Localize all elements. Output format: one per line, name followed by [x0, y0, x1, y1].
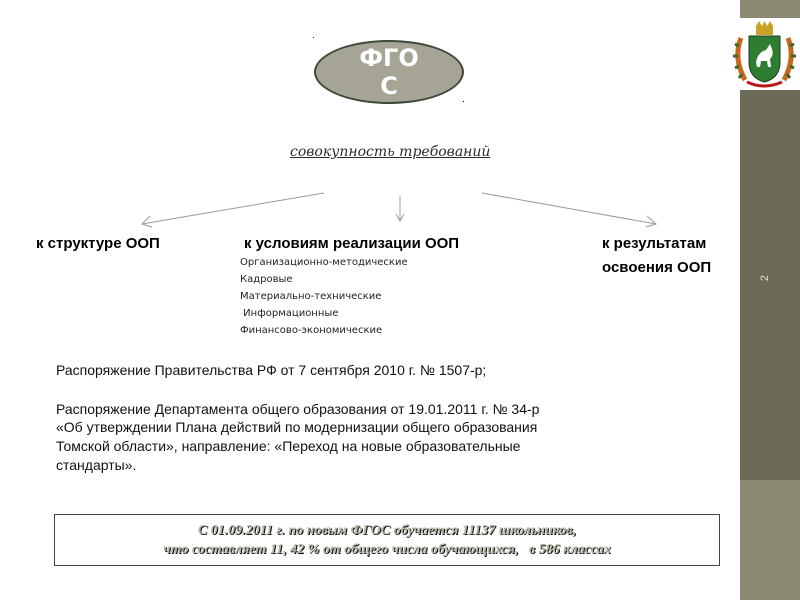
list-item: Финансово-экономические — [240, 325, 383, 336]
results-heading-line1: к результатам — [602, 235, 707, 252]
list-item: Организационно-методические — [240, 257, 408, 268]
dot-decoration: . — [312, 30, 315, 41]
statistics-line1: С 01.09.2011 г. по новым ФГОС обучается 11137 школьников, — [197, 523, 577, 538]
structure-heading: к структуре ООП — [36, 235, 160, 252]
arrow-right — [482, 193, 656, 224]
arrow-left — [142, 193, 324, 224]
sidebar-top-strip — [740, 0, 800, 18]
list-item: Кадровые — [240, 274, 293, 285]
order-department-line3: Томской области», направление: «Переход на новые образовательные — [56, 438, 521, 454]
list-item: Информационные — [240, 308, 339, 319]
statistics-line2: что составляет 11, 42 % от общего числа обучающихся, в 586 классах — [163, 542, 611, 557]
slide-number: 2 — [759, 274, 772, 282]
statistics-box — [54, 514, 720, 566]
conditions-heading: к условиям реализации ООП — [244, 235, 460, 252]
conditions-list — [240, 254, 408, 339]
list-item: Материально-технические — [240, 291, 382, 302]
sidebar-bottom-strip — [740, 480, 800, 600]
arrow-left-head — [142, 216, 152, 227]
order-department-line1: Распоряжение Департамента общего образования от 19.01.2011 г. № 34-р — [56, 401, 540, 417]
fgos-label: ФГОС — [359, 44, 419, 100]
order-government: Распоряжение Правительства РФ от 7 сентября 2010 г. № 1507-р; — [56, 362, 487, 378]
order-department-line2: «Об утверждении Плана действий по модернизации общего образования — [56, 419, 538, 435]
order-department-line4: стандарты». — [56, 457, 137, 473]
arrows-diagram — [0, 0, 740, 240]
arrow-right-head — [646, 216, 656, 227]
results-heading-line2: освоения ООП — [602, 259, 712, 276]
requirements-label: совокупность требований — [290, 144, 491, 160]
dot-decoration: . — [462, 94, 465, 105]
